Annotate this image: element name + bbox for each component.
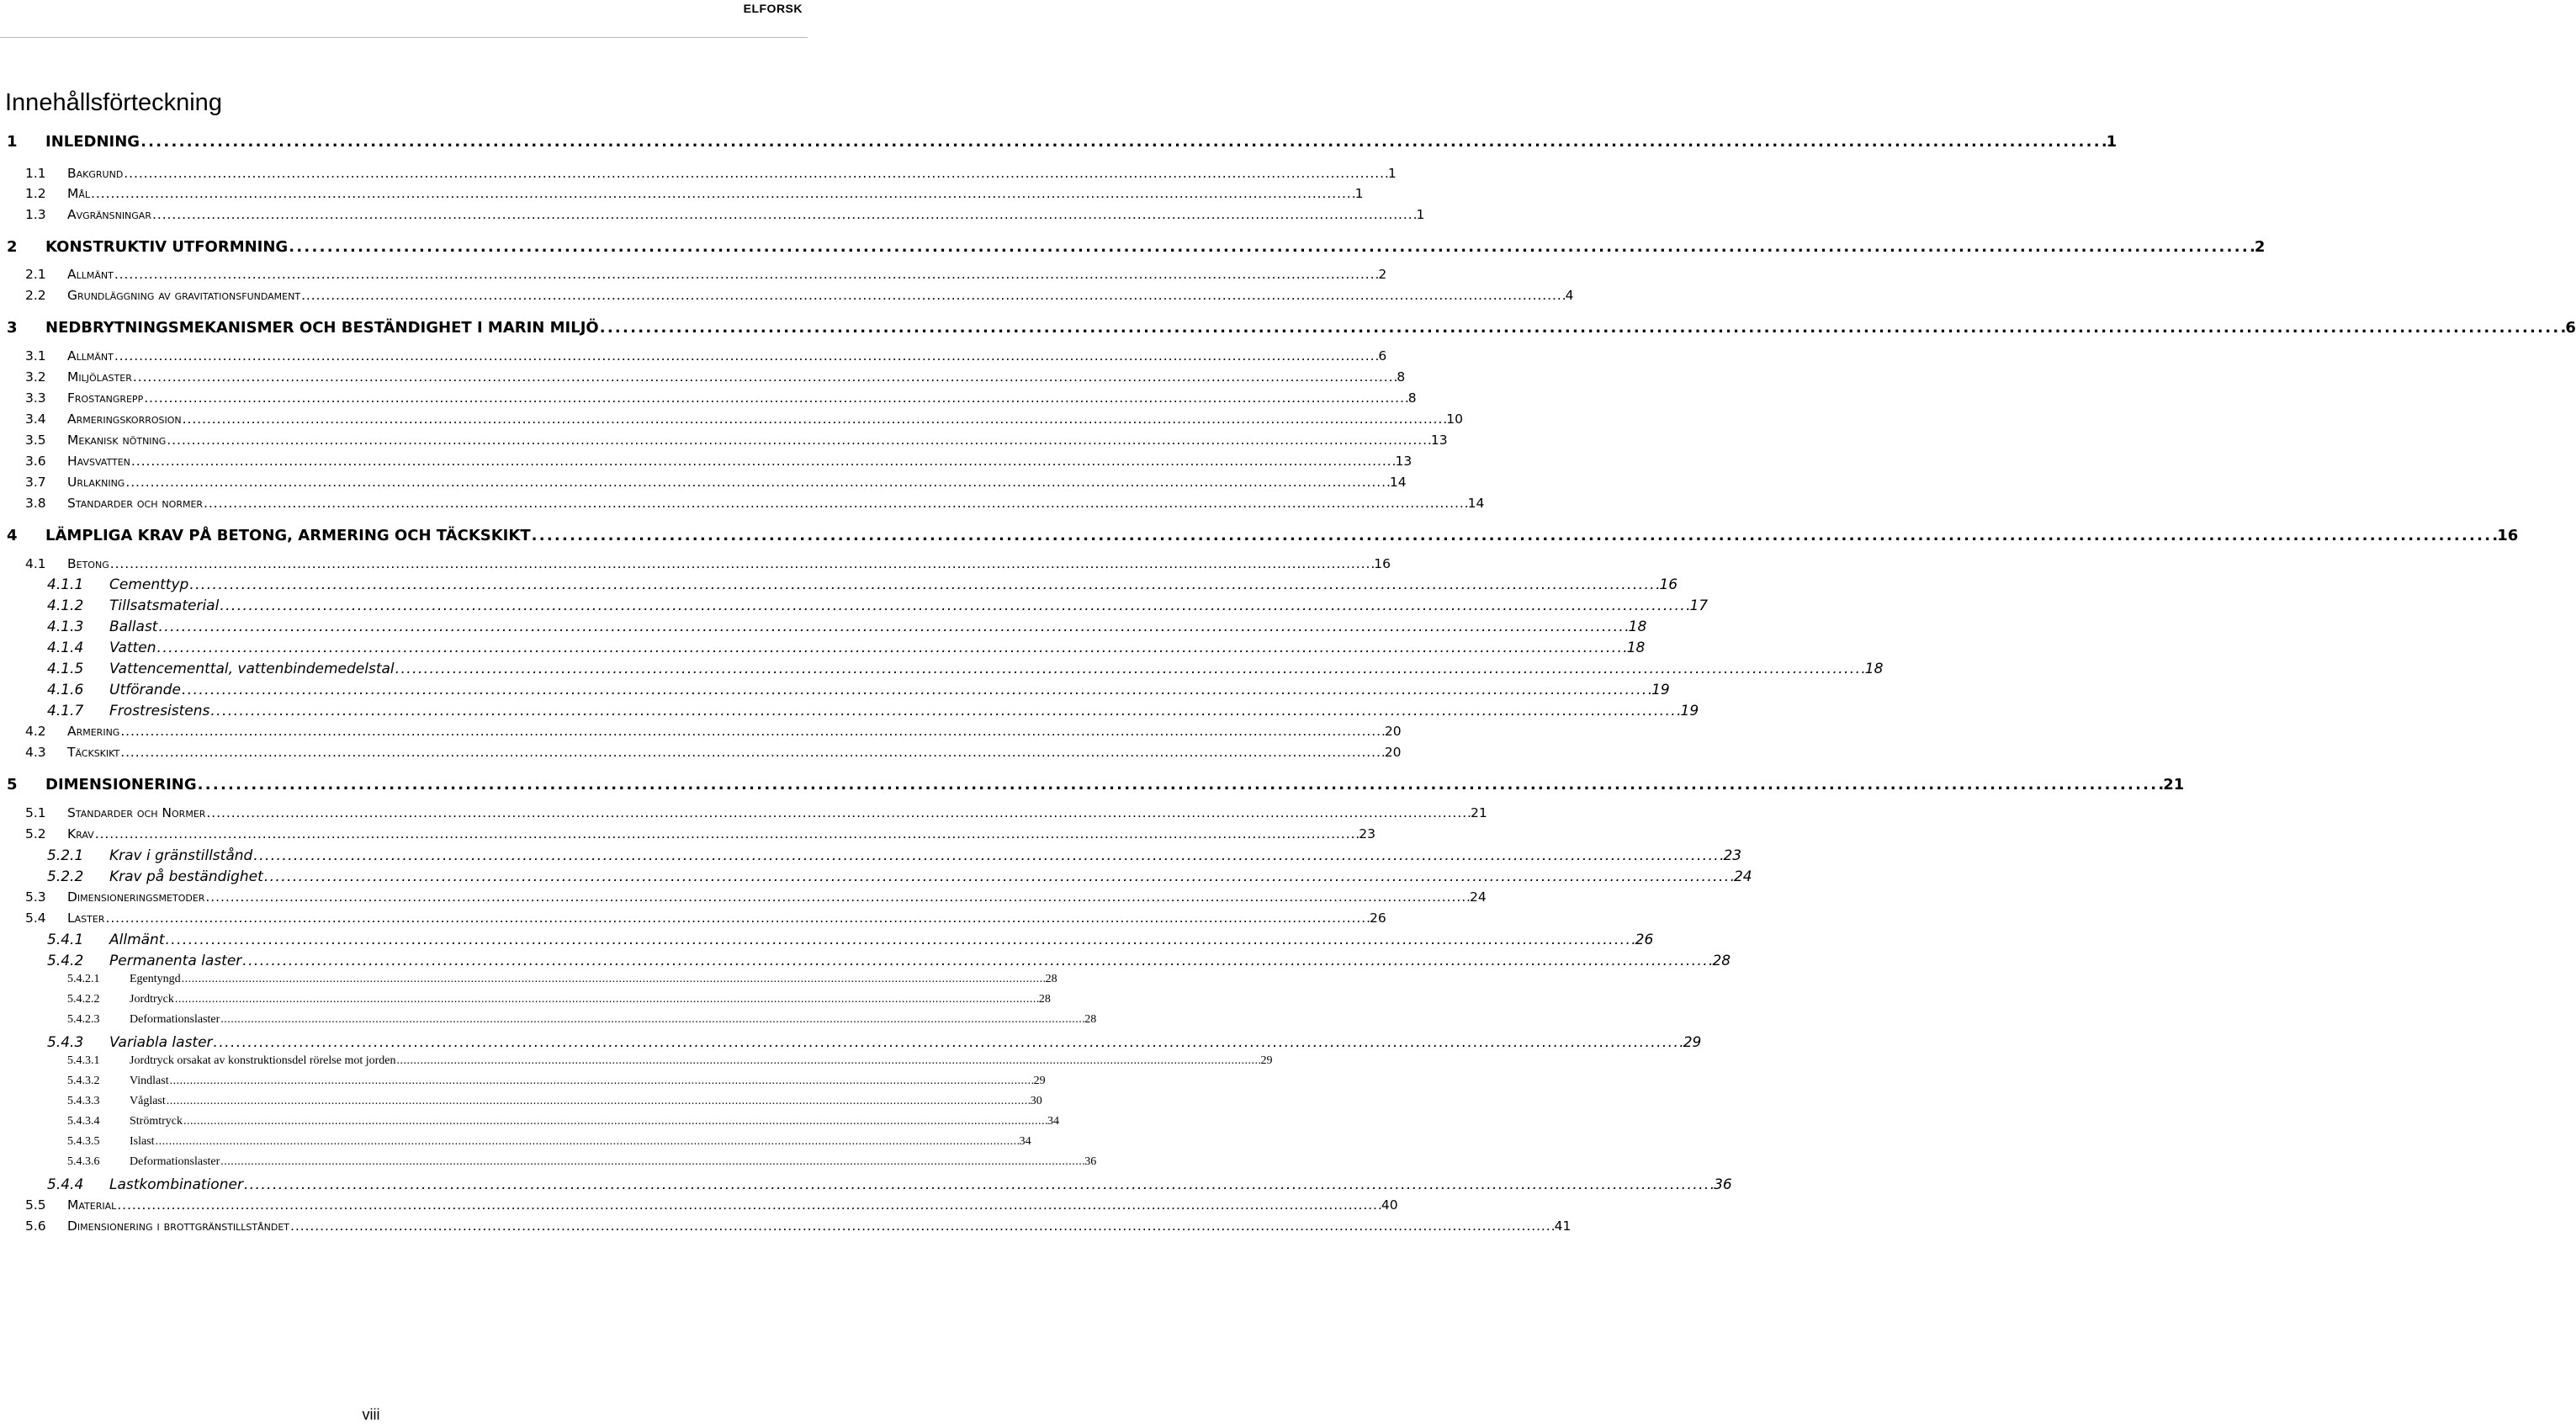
toc-entry-number: 1.3: [25, 207, 46, 222]
toc-entry-number: 3.6: [25, 454, 46, 469]
toc-dot-leader: [301, 288, 1565, 303]
toc-entry-page: 29: [1033, 1075, 1046, 1087]
toc-entry[interactable]: [25, 1197, 1398, 1213]
toc-entry-page: 24: [1469, 889, 1487, 905]
toc-dot-leader: [91, 186, 1354, 201]
toc-dot-leader: [114, 348, 1378, 364]
toc-entry-title: Armering: [67, 724, 120, 739]
toc-entry[interactable]: [25, 805, 1487, 820]
toc-entry-title: NEDBRYTNINGSMEKANISMER OCH BESTÄNDIGHET I MARIN MILJÖ: [45, 319, 599, 337]
toc-entry[interactable]: [67, 973, 1057, 986]
toc-entry-title: Allmänt: [67, 267, 114, 282]
toc-entry-number: 5.4.2.2: [67, 993, 100, 1006]
toc-entry-page: 16: [2497, 527, 2519, 544]
toc-entry-title: Variabla laster: [109, 1034, 213, 1051]
toc-entry-number: 3: [7, 319, 18, 337]
toc-entry-page: 16: [1374, 556, 1391, 571]
toc-entry[interactable]: [25, 369, 1406, 385]
toc-dot-leader: [289, 238, 2254, 256]
toc-entry-title: Deformationslaster: [130, 1155, 220, 1168]
toc-entry-page: 1: [1354, 186, 1364, 201]
toc-entry-title: Ballast: [109, 618, 158, 635]
toc-dot-leader: [120, 745, 1384, 760]
toc-entry-page: 40: [1381, 1197, 1398, 1213]
toc-dot-leader: [156, 1135, 1019, 1149]
toc-entry-number: 4.1.2: [47, 597, 84, 614]
toc-entry[interactable]: [25, 496, 1485, 511]
toc-entry-title: Islast: [130, 1135, 155, 1148]
toc-entry-page: 36: [1084, 1155, 1097, 1168]
toc-entry-page: 41: [1554, 1218, 1572, 1234]
toc-dot-leader: [117, 1197, 1381, 1213]
toc-dot-leader: [264, 868, 1733, 885]
toc-dot-leader: [220, 1155, 1084, 1169]
toc-entry-number: 5.4.1: [47, 932, 84, 948]
toc-entry-page: 2: [2254, 238, 2266, 256]
toc-dot-leader: [244, 1176, 1713, 1193]
toc-entry-page: 20: [1384, 745, 1402, 760]
toc-dot-leader: [157, 640, 1626, 656]
toc-dot-leader: [158, 618, 1627, 635]
toc-entry[interactable]: [47, 868, 1752, 885]
toc-dot-leader: [166, 932, 1635, 948]
toc-entry-number: 4.1.7: [47, 703, 84, 719]
header-divider: [0, 37, 808, 38]
toc-entry-number: 4.1: [25, 556, 46, 571]
toc-entry[interactable]: [47, 576, 1678, 593]
toc-entry-title: Vindlast: [130, 1075, 169, 1087]
toc-entry-number: 4.3: [25, 745, 46, 760]
toc-entry-number: 5.2: [25, 826, 46, 841]
toc-entry[interactable]: [25, 475, 1407, 490]
toc-entry-page: 14: [1467, 496, 1485, 511]
toc-entry-title: Permanenta laster: [109, 953, 242, 969]
toc-entry-page: 30: [1030, 1095, 1042, 1107]
toc-dot-leader: [167, 433, 1430, 448]
toc-entry[interactable]: [47, 703, 1699, 719]
toc-entry-page: 23: [1359, 826, 1376, 841]
toc-entry-title: Tillsatsmaterial: [109, 597, 220, 614]
toc-entry-title: Vattencementtal, vattenbindemedelstal: [109, 661, 395, 677]
toc-entry[interactable]: [25, 207, 1425, 222]
toc-entry-page: 1: [1416, 207, 1425, 222]
toc-entry-number: 5.2.2: [47, 868, 84, 885]
toc-entry-number: 5.5: [25, 1197, 46, 1213]
toc-entry-title: Laster: [67, 910, 105, 926]
toc-entry-number: 1.1: [25, 166, 46, 181]
toc-entry-page: 18: [1628, 618, 1647, 635]
toc-entry-page: 1: [1387, 166, 1397, 181]
toc-entry-page: 2: [1378, 267, 1387, 282]
toc-entry-number: 5.4.2: [47, 953, 84, 969]
toc-entry-page: 23: [1723, 847, 1742, 864]
toc-entry-title: Mekanisk nötning: [67, 433, 167, 448]
toc-entry-title: Våglast: [130, 1095, 166, 1107]
toc-dot-leader: [170, 1075, 1033, 1088]
toc-entry-number: 2: [7, 238, 18, 256]
toc-entry-number: 3.2: [25, 369, 46, 385]
toc-entry[interactable]: [7, 238, 2266, 256]
toc-entry-page: 10: [1446, 411, 1463, 427]
toc-entry[interactable]: [25, 1218, 1572, 1234]
toc-entry-title: Avgränsningar: [67, 207, 151, 222]
toc-dot-leader: [105, 910, 1369, 926]
toc-entry-page: 26: [1370, 910, 1386, 926]
toc-entry[interactable]: [25, 267, 1387, 282]
toc-entry-number: 4: [7, 527, 18, 544]
toc-entry[interactable]: [67, 1013, 1097, 1027]
toc-entry-title: Dimensionering i brottgränstillståndet: [67, 1218, 290, 1234]
toc-entry-number: 1: [7, 133, 18, 151]
toc-entry[interactable]: [47, 932, 1654, 948]
toc-dot-leader: [125, 475, 1389, 490]
toc-entry-title: DIMENSIONERING: [45, 776, 197, 794]
toc-dot-leader: [253, 847, 1722, 864]
toc-entry[interactable]: [47, 953, 1731, 969]
toc-entry[interactable]: [25, 390, 1417, 406]
toc-entry-page: 8: [1407, 390, 1417, 406]
toc-dot-leader: [182, 682, 1651, 698]
toc-entry-title: Material: [67, 1197, 117, 1213]
toc-entry[interactable]: [47, 618, 1647, 635]
toc-entry[interactable]: [67, 1095, 1042, 1108]
toc-entry-title: Standarder och Normer: [67, 805, 206, 820]
toc-entry-page: 6: [1378, 348, 1387, 364]
toc-entry-number: 3.5: [25, 433, 46, 448]
toc-entry[interactable]: [7, 776, 2185, 794]
toc-dot-leader: [140, 133, 2106, 151]
toc-entry[interactable]: [25, 724, 1402, 739]
toc-dot-leader: [206, 805, 1470, 820]
toc-entry-page: 29: [1260, 1054, 1273, 1067]
toc-entry-number: 4.1.6: [47, 682, 84, 698]
toc-dot-leader: [182, 973, 1045, 986]
toc-dot-leader: [124, 166, 1387, 181]
toc-entry-number: 3.8: [25, 496, 46, 511]
toc-dot-leader: [189, 576, 1658, 593]
toc-entry-number: 5.3: [25, 889, 46, 905]
toc-entry-number: 4.1.4: [47, 640, 84, 656]
toc-entry-page: 6: [2565, 319, 2576, 337]
toc-entry-page: 14: [1389, 475, 1407, 490]
toc-entry-title: Lastkombinationer: [109, 1176, 243, 1193]
toc-entry[interactable]: [47, 640, 1646, 656]
toc-entry-title: Krav på beständighet: [109, 868, 263, 885]
toc-entry-title: LÄMPLIGA KRAV PÅ BETONG, ARMERING OCH TÄCKSKIKT: [45, 527, 531, 544]
toc-dot-leader: [600, 319, 2565, 337]
toc-entry[interactable]: [47, 682, 1670, 698]
toc-dot-leader: [220, 597, 1688, 614]
toc-dot-leader: [133, 369, 1397, 385]
toc-entry-title: Dimensioneringsmetoder: [67, 889, 205, 905]
toc-entry[interactable]: [25, 433, 1448, 448]
toc-entry-title: Strömtryck: [130, 1115, 183, 1128]
toc-entry-page: 28: [1045, 973, 1057, 985]
toc-dot-leader: [214, 1034, 1683, 1051]
toc-dot-leader: [396, 1054, 1259, 1068]
toc-entry-number: 5: [7, 776, 18, 794]
toc-entry-number: 5.2.1: [47, 847, 84, 864]
toc-entry-title: Mål: [67, 186, 91, 201]
toc-entry[interactable]: [25, 745, 1402, 760]
toc-entry-number: 5.4.3.3: [67, 1095, 100, 1107]
toc-entry-number: 3.1: [25, 348, 46, 364]
toc-dot-leader: [242, 953, 1711, 969]
toc-dot-leader: [210, 703, 1679, 719]
toc-entry-number: 4.1.3: [47, 618, 84, 635]
toc-entry[interactable]: [47, 661, 1884, 677]
toc-entry-title: Krav i gränstillstånd: [109, 847, 253, 864]
toc-entry[interactable]: [7, 133, 2118, 151]
toc-entry[interactable]: [47, 847, 1742, 864]
toc-entry-page: 28: [1084, 1013, 1097, 1026]
toc-entry-page: 13: [1395, 454, 1413, 469]
toc-entry-title: KONSTRUKTIV UTFORMNING: [45, 238, 289, 256]
toc-entry[interactable]: [7, 319, 2576, 337]
toc-dot-leader: [167, 1095, 1030, 1108]
toc-entry-title: Jordtryck orsakat av konstruktionsdel rörelse mot jorden: [130, 1054, 396, 1067]
toc-dot-leader: [95, 826, 1359, 841]
toc-entry-page: 24: [1733, 868, 1752, 885]
toc-entry-number: 5.4.3.4: [67, 1115, 100, 1128]
toc-dot-leader: [110, 556, 1374, 571]
toc-dot-leader: [395, 661, 1864, 677]
toc-entry-title: Egentyngd: [130, 973, 181, 985]
toc-entry[interactable]: [47, 1176, 1732, 1193]
toc-entry[interactable]: [25, 889, 1487, 905]
toc-entry-page: 28: [1038, 993, 1051, 1006]
toc-entry-page: 16: [1659, 576, 1678, 593]
toc-dot-leader: [198, 776, 2163, 794]
toc-entry[interactable]: [67, 1075, 1046, 1088]
toc-entry-page: 21: [1470, 805, 1487, 820]
toc-entry-number: 4.2: [25, 724, 46, 739]
toc-entry-page: 13: [1430, 433, 1448, 448]
toc-entry[interactable]: [67, 1155, 1097, 1169]
toc-entry-title: Täckskikt: [67, 745, 120, 760]
toc-entry-title: Allmänt: [67, 348, 114, 364]
toc-entry-number: 3.4: [25, 411, 46, 427]
toc-dot-leader: [175, 993, 1038, 1006]
toc-dot-leader: [290, 1218, 1554, 1234]
toc-entry[interactable]: [25, 454, 1413, 469]
toc-dot-leader: [131, 454, 1395, 469]
toc-entry[interactable]: [47, 1034, 1702, 1051]
toc-dot-leader: [532, 527, 2497, 544]
toc-entry-title: Frostresistens: [109, 703, 210, 719]
toc-entry[interactable]: [25, 411, 1463, 427]
toc-entry[interactable]: [47, 597, 1709, 614]
toc-entry-title: Krav: [67, 826, 94, 841]
toc-entry-page: 34: [1019, 1135, 1031, 1148]
toc-dot-leader: [220, 1013, 1084, 1027]
toc-entry[interactable]: [25, 186, 1364, 201]
toc-entry-title: Havsvatten: [67, 454, 130, 469]
toc-entry-page: 4: [1565, 288, 1574, 303]
toc-entry-page: 26: [1635, 932, 1654, 948]
toc-entry-page: 17: [1689, 597, 1709, 614]
toc-dot-leader: [205, 889, 1469, 905]
toc-entry-title: Allmänt: [109, 932, 165, 948]
toc-entry-page: 19: [1651, 682, 1670, 698]
toc-entry-number: 2.1: [25, 267, 46, 282]
toc-entry-title: Grundläggning av gravitationsfundament: [67, 288, 301, 303]
toc-dot-leader: [144, 390, 1407, 406]
toc-entry-number: 1.2: [25, 186, 46, 201]
toc-entry[interactable]: [25, 826, 1376, 841]
toc-entry-number: 4.1.5: [47, 661, 84, 677]
header-logo: ELFORSK: [743, 2, 803, 15]
toc-entry-number: 2.2: [25, 288, 46, 303]
toc-dot-leader: [204, 496, 1467, 511]
toc-entry-number: 3.7: [25, 475, 46, 490]
toc-entry-title: Betong: [67, 556, 109, 571]
toc-entry-number: 5.4.3.1: [67, 1054, 100, 1067]
toc-entry-page: 19: [1680, 703, 1699, 719]
toc-entry-page: 1: [2106, 133, 2118, 151]
toc-entry-page: 18: [1626, 640, 1646, 656]
toc-dot-leader: [120, 724, 1384, 739]
toc-entry[interactable]: [25, 348, 1387, 364]
toc-entry-title: Cementtyp: [109, 576, 189, 593]
toc-entry-number: 5.4.2.3: [67, 1013, 100, 1026]
toc-entry-title: Armeringskorrosion: [67, 411, 182, 427]
page-title: Innehållsförteckning: [5, 89, 222, 116]
toc-entry-page: 21: [2163, 776, 2185, 794]
toc-entry[interactable]: [25, 910, 1386, 926]
toc-entry-number: 3.3: [25, 390, 46, 406]
toc-entry[interactable]: [67, 1115, 1059, 1128]
toc-entry-number: 5.6: [25, 1218, 46, 1234]
toc-entry[interactable]: [25, 556, 1391, 571]
toc-entry-title: Standarder och normer: [67, 496, 204, 511]
toc-entry-title: Utförande: [109, 682, 181, 698]
toc-entry[interactable]: [7, 527, 2519, 544]
toc-entry-title: Bakgrund: [67, 166, 124, 181]
toc-entry-title: Vatten: [109, 640, 156, 656]
toc-dot-leader: [183, 1115, 1047, 1128]
toc-entry-page: 29: [1683, 1034, 1702, 1051]
toc-entry[interactable]: [25, 288, 1574, 303]
toc-entry-page: 34: [1047, 1115, 1059, 1128]
toc-entry-number: 5.4.2.1: [67, 973, 100, 985]
toc-entry-title: Jordtryck: [130, 993, 174, 1006]
toc-dot-leader: [183, 411, 1446, 427]
toc-entry-title: INLEDNING: [45, 133, 140, 151]
toc-entry-page: 8: [1397, 369, 1406, 385]
toc-entry-title: Deformationslaster: [130, 1013, 220, 1026]
toc-entry-number: 5.4.3.2: [67, 1075, 100, 1087]
toc-entry[interactable]: [25, 166, 1397, 181]
toc-entry-number: 5.4.4: [47, 1176, 84, 1193]
toc-dot-leader: [152, 207, 1416, 222]
toc-entry-number: 5.4.3: [47, 1034, 84, 1051]
toc-entry[interactable]: [67, 1054, 1273, 1068]
toc-entry-page: 20: [1384, 724, 1402, 739]
toc-entry[interactable]: [67, 1135, 1031, 1149]
toc-entry-page: 36: [1714, 1176, 1732, 1193]
toc-entry-number: 4.1.1: [47, 576, 84, 593]
toc-entry-number: 5.4: [25, 910, 46, 926]
toc-entry-title: Miljölaster: [67, 369, 132, 385]
toc-entry-page: 18: [1864, 661, 1884, 677]
toc-entry-number: 5.1: [25, 805, 46, 820]
toc-entry-title: Frostangrepp: [67, 390, 144, 406]
toc-entry-number: 5.4.3.5: [67, 1135, 100, 1148]
toc-entry-title: Urlakning: [67, 475, 125, 490]
page-number: viii: [362, 1406, 380, 1423]
toc-entry-number: 5.4.3.6: [67, 1155, 100, 1168]
toc-entry-page: 28: [1712, 953, 1731, 969]
toc-entry[interactable]: [67, 993, 1051, 1006]
toc-dot-leader: [114, 267, 1378, 282]
